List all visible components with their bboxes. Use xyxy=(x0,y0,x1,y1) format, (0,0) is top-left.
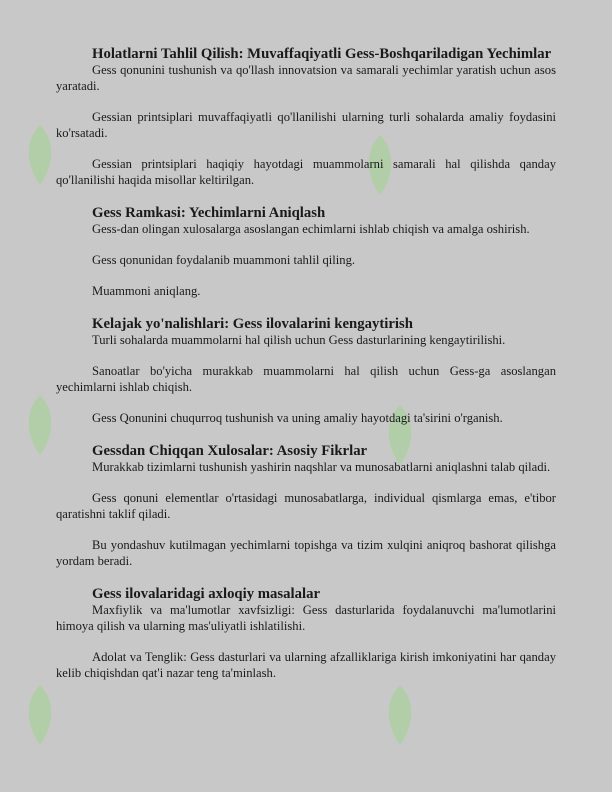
paragraph: Gess-dan olingan xulosalarga asoslangan echimlarni ishlab chiqish va amalga oshirish. xyxy=(92,222,530,236)
leaf-logo-icon xyxy=(20,680,60,750)
section-heading: Kelajak yo'nalishlari: Gess ilovalarini kengaytirish xyxy=(92,316,413,332)
paragraph: Gess qonunini tushunish va qo'llash innovatsion va samarali yechimlar yaratish uchun asos yaratadi. xyxy=(56,63,556,93)
leaf-logo-icon xyxy=(20,390,60,460)
section-heading: Gess Ramkasi: Yechimlarni Aniqlash xyxy=(92,205,326,221)
section-heading: Gessdan Chiqqan Xulosalar: Asosiy Fikrlar xyxy=(92,443,368,459)
leaf-logo-icon xyxy=(380,680,420,750)
section-heading: Gess ilovalaridagi axloqiy masalalar xyxy=(92,586,320,602)
paragraph: Gess qonunidan foydalanib muammoni tahlil qiling. xyxy=(92,253,356,267)
paragraph: Muammoni aniqlang. xyxy=(92,284,201,298)
paragraph: Sanoatlar bo'yicha murakkab muammolarni hal qilish uchun Gess-ga asoslangan yechimlarni ishlab chiqish. xyxy=(56,364,556,394)
paragraph: Bu yondashuv kutilmagan yechimlarni topishga va tizim xulqini aniqroq bashorat qilishga yordam beradi. xyxy=(56,538,556,568)
paragraph: Gessian printsiplari muvaffaqiyatli qo'llanilishi ularning turli sohalarda amaliy foydasini ko'rsatadi. xyxy=(56,110,556,140)
leaf-logo-icon xyxy=(20,120,60,190)
paragraph: Gess qonuni elementlar o'rtasidagi munosabatlarga, individual qismlarga emas, e'tibor qaratishni taklif qiladi. xyxy=(56,491,556,521)
paragraph: Murakkab tizimlarni tushunish yashirin naqshlar va munosabatlarni aniqlashni talab qiladi. xyxy=(92,460,551,474)
paragraph: Gess Qonunini chuqurroq tushunish va uning amaliy hayotdagi ta'sirini o'rganish. xyxy=(92,411,503,425)
paragraph: Adolat va Tenglik: Gess dasturlari va ularning afzalliklariga kirish imkoniyatini har qanday kelib chiqishdan qat'i nazar teng ta'minlash. xyxy=(56,650,556,680)
document-body xyxy=(56,46,556,681)
section-heading: Holatlarni Tahlil Qilish: Muvaffaqiyatli Gess-Boshqariladigan Yechimlar xyxy=(92,46,552,62)
paragraph: Turli sohalarda muammolarni hal qilish uchun Gess dasturlarining kengaytirilishi. xyxy=(92,333,506,347)
paragraph: Maxfiylik va ma'lumotlar xavfsizligi: Gess dasturlarida foydalanuvchi ma'lumotlarini himoya qilish va ularning mas'uliyatli ishlatilishi. xyxy=(56,603,556,633)
paragraph: Gessian printsiplari haqiqiy hayotdagi muammolarni samarali hal qilishda qanday qo'llanilishi haqida misollar keltirilgan. xyxy=(56,157,556,187)
